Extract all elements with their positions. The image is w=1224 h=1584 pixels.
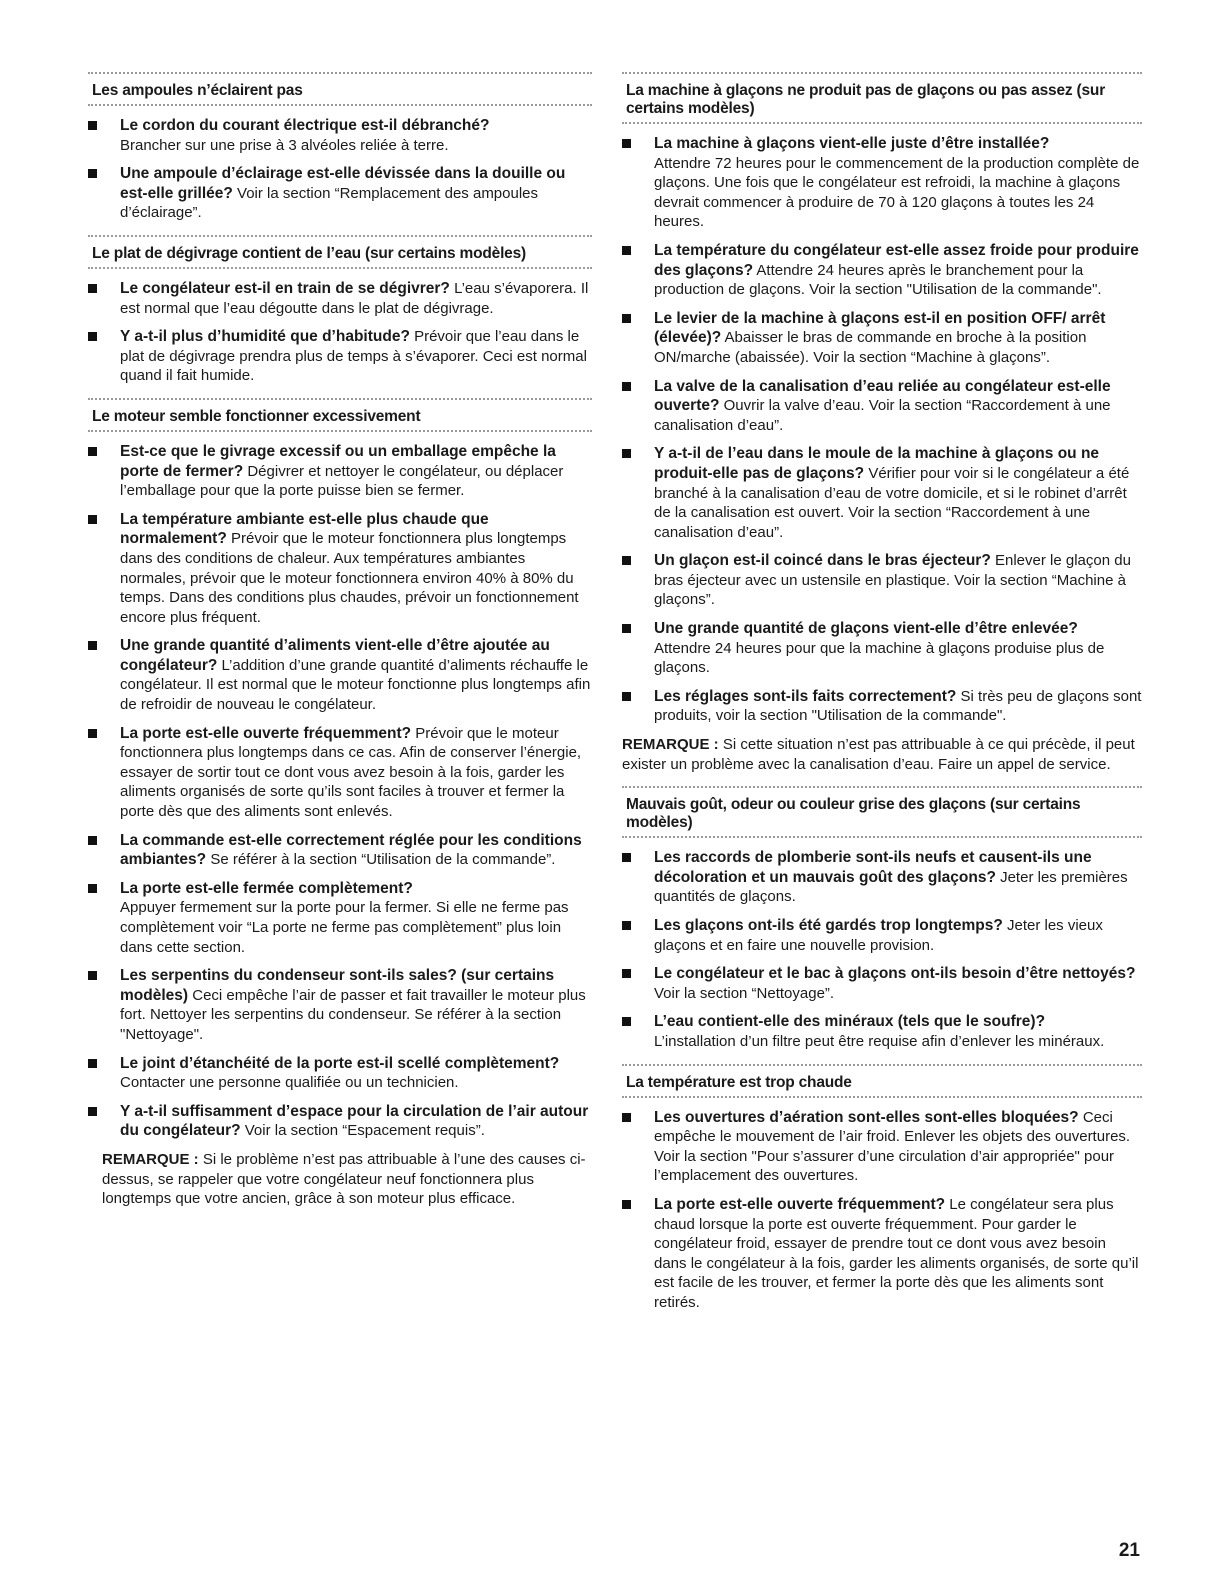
- item-question: Le cordon du courant électrique est-il débranché?: [120, 117, 490, 134]
- list-item: [622, 1195, 1142, 1313]
- item-answer: Voir la section “Nettoyage”.: [654, 984, 835, 1002]
- list-item: [88, 636, 592, 714]
- square-bullet-icon: [88, 169, 97, 178]
- item-question: Les réglages sont-ils faits correctement?: [654, 687, 957, 705]
- section-heading: Le plat de dégivrage contient de l’eau (sur certains modèles): [88, 235, 592, 269]
- item-question: L’eau contient-elle des minéraux (tels que le soufre)?: [654, 1013, 1046, 1031]
- item-answer: Jeter les vieux glaçons et en faire une nouvelle provision.: [654, 917, 1103, 954]
- item-list: [622, 848, 1142, 1051]
- list-item: [88, 327, 592, 386]
- item-question: Les ouvertures d’aération sont-elles sont-elles bloquées?: [654, 1108, 1079, 1126]
- square-bullet-icon: [622, 921, 631, 930]
- item-question: Y a-t-il suffisamment d’espace pour la circulation de l’air autour du congélateur?: [120, 1102, 589, 1140]
- item-answer: Jeter les premières quantités de glaçons.: [654, 868, 1128, 906]
- item-list: [622, 134, 1142, 726]
- note-text: Si cette situation n’est pas attribuable à ce qui précède, il peut exister un problème avec la canalisation d’eau. Faire un appel de service.: [622, 736, 1135, 773]
- section-heading: La température est trop chaude: [622, 1064, 1142, 1098]
- list-item: [622, 134, 1142, 232]
- square-bullet-icon: [622, 556, 631, 565]
- list-item: [88, 442, 592, 501]
- item-answer: Voir la section “Remplacement des ampoules d’éclairage”.: [120, 184, 539, 222]
- item-answer: L’addition d’une grande quantité d’aliments réchauffe le congélateur. Il est normal que le moteur fonctionne plus longtemps afin de refroidir de nouveau le congélateur.: [120, 656, 591, 714]
- square-bullet-icon: [88, 836, 97, 845]
- list-item: [622, 848, 1142, 907]
- item-answer: Vérifier pour voir si le congélateur a été branché à la canalisation d’eau de votre domicile, et si le robinet d’arrêt de la canalisation est ouvert. Voir la section “Raccordement à une canalisation d’eau”.: [654, 464, 1130, 541]
- list-item: [622, 241, 1142, 300]
- list-item: [622, 964, 1142, 1003]
- square-bullet-icon: [88, 971, 97, 980]
- item-question: Y a-t-il de l’eau dans le moule de la machine à glaçons ou ne produit-elle pas de glaçons?: [654, 445, 1100, 482]
- square-bullet-icon: [622, 314, 631, 323]
- item-question: La porte est-elle ouverte fréquemment?: [654, 1195, 946, 1213]
- list-item: [622, 619, 1142, 678]
- list-item: [622, 687, 1142, 726]
- page-number: 21: [1118, 1540, 1140, 1561]
- square-bullet-icon: [88, 1107, 97, 1116]
- item-question: Les raccords de plomberie sont-ils neufs et causent-ils une décoloration et un mauvais goût des glaçons?: [654, 849, 1092, 886]
- square-bullet-icon: [622, 1200, 631, 1209]
- list-item: [88, 510, 592, 628]
- list-item: [622, 1108, 1142, 1186]
- item-answer: Attendre 24 heures pour que la machine à glaçons produise plus de glaçons.: [654, 639, 1105, 677]
- item-question: La machine à glaçons vient-elle juste d’être installée?: [654, 135, 1050, 152]
- list-item: [88, 116, 592, 155]
- item-question: Une grande quantité de glaçons vient-elle d’être enlevée?: [654, 620, 1078, 638]
- list-item: [88, 164, 592, 223]
- list-item: [622, 309, 1142, 368]
- item-answer: Prévoir que l’eau dans le plat de dégivrage prendra plus de temps à s’évaporer. Ceci est normal quand il fait humide.: [120, 328, 587, 385]
- section-heading: Le moteur semble fonctionner excessivement: [88, 398, 592, 432]
- list-item: [622, 377, 1142, 436]
- square-bullet-icon: [622, 449, 631, 458]
- item-question: La porte est-elle ouverte fréquemment?: [120, 724, 412, 742]
- list-item: [622, 1012, 1142, 1051]
- left-column: [88, 72, 592, 1221]
- item-question: La température du congélateur est-elle assez froide pour produire des glaçons?: [654, 241, 1139, 279]
- item-question: Les serpentins du condenseur sont-ils sales? (sur certains modèles): [120, 967, 555, 1004]
- note-label: REMARQUE :: [102, 1150, 199, 1168]
- item-answer: Ouvrir la valve d’eau. Voir la section “Raccordement à une canalisation d’eau”.: [654, 397, 1111, 434]
- list-item: [622, 916, 1142, 955]
- list-item: [88, 879, 592, 957]
- item-answer: Appuyer fermement sur la porte pour la fermer. Si elle ne ferme pas complètement voir “La porte ne ferme pas complètement” plus loin dans cette section.: [120, 899, 569, 956]
- list-item: [88, 1102, 592, 1141]
- item-answer: Dégivrer et nettoyer le congélateur, ou déplacer l’emballage pour que la porte puisse bien se fermer.: [120, 462, 564, 500]
- item-question: La température ambiante est-elle plus chaude que normalement?: [120, 510, 489, 548]
- item-question: La commande est-elle correctement réglée pour les conditions ambiantes?: [120, 831, 582, 869]
- square-bullet-icon: [622, 1017, 631, 1026]
- item-question: La porte est-elle fermée complètement?: [120, 879, 413, 897]
- list-item: [88, 1054, 592, 1093]
- square-bullet-icon: [622, 382, 631, 391]
- item-answer: Si très peu de glaçons sont produits, voir la section "Utilisation de la commande".: [654, 687, 1142, 725]
- square-bullet-icon: [88, 515, 97, 524]
- item-answer: L’installation d’un filtre peut être requise afin d’enlever les minéraux.: [654, 1032, 1105, 1050]
- item-question: La valve de la canalisation d’eau reliée au congélateur est-elle ouverte?: [654, 377, 1111, 415]
- square-bullet-icon: [88, 284, 97, 293]
- item-answer: Ceci empêche l’air de passer et fait travailler le moteur plus fort. Nettoyer les serpentins du condenseur. Se référer à la section "Nettoyage".: [120, 986, 586, 1043]
- item-list: [88, 442, 592, 1141]
- list-item: [88, 966, 592, 1044]
- list-item: [622, 444, 1142, 542]
- item-question: Le levier de la machine à glaçons est-il en position OFF/ arrêt (élevée)?: [654, 309, 1106, 347]
- item-answer: Prévoir que le moteur fonctionnera plus longtemps dans ce cas. Afin de conserver l’énergie, essayer de sortir tout ce dont vous avez besoin à la fois, garder les aliments organisés de sorte qu’ils sont faciles à trouver et fermer la porte dès que des aliments sont enlevés.: [120, 724, 582, 821]
- square-bullet-icon: [88, 884, 97, 893]
- item-answer: Ceci empêche le mouvement de l’air froid. Enlever les objets des ouvertures. Voir la section "Pour s’assurer d’une circulation d’air appropriée" pour l’emplacement des ouvertures.: [654, 1108, 1131, 1185]
- square-bullet-icon: [622, 246, 631, 255]
- list-item: [622, 551, 1142, 610]
- item-question: Y a-t-il plus d’humidité que d’habitude?: [120, 328, 410, 346]
- square-bullet-icon: [622, 624, 631, 633]
- square-bullet-icon: [622, 1113, 631, 1122]
- item-answer: Se référer à la section “Utilisation de la commande”.: [210, 851, 556, 869]
- note: [622, 735, 1142, 774]
- section-defrost-pan: [88, 235, 592, 386]
- item-answer: Contacter une personne qualifiée ou un technicien.: [120, 1074, 459, 1092]
- item-question: Une ampoule d’éclairage est-elle dévissée dans la douille ou est-elle grillée?: [120, 165, 566, 202]
- square-bullet-icon: [88, 447, 97, 456]
- square-bullet-icon: [88, 1059, 97, 1068]
- square-bullet-icon: [88, 641, 97, 650]
- item-answer: Attendre 72 heures pour le commencement de la production complète de glaçons. Une fois que le congélateur est refroidi, la machine à glaçons devrait commencer à produire de 70 à 120 glaçons à toutes les 24 heures.: [654, 154, 1140, 231]
- item-answer: L’eau s’évaporera. Il est normal que l’eau dégoutte dans le plat de dégivrage.: [120, 279, 589, 317]
- right-column: [622, 72, 1142, 1325]
- section-ice-maker: [622, 72, 1142, 774]
- square-bullet-icon: [88, 729, 97, 738]
- square-bullet-icon: [622, 692, 631, 701]
- item-answer: Enlever le glaçon du bras éjecteur avec un ustensile en plastique. Voir la section “Machine à glaçons”.: [654, 552, 1131, 609]
- item-answer: Prévoir que le moteur fonctionnera plus longtemps dans des conditions de chaleur. Aux températures ambiantes normales, prévoir que le moteur fonctionnera environ 40% à 80% du temps. Dans des conditions plus chaudes, prévoir un fonctionnement encore plus fréquent.: [120, 530, 579, 626]
- item-question: Un glaçon est-il coincé dans le bras éjecteur?: [654, 552, 991, 570]
- section-heading: Mauvais goût, odeur ou couleur grise des glaçons (sur certains modèles): [622, 786, 1142, 838]
- section-too-warm: [622, 1064, 1142, 1313]
- list-item: [88, 724, 592, 822]
- item-answer: Voir la section “Espacement requis”.: [244, 1122, 485, 1140]
- item-list: [622, 1108, 1142, 1313]
- item-list: [88, 116, 592, 223]
- item-question: Le joint d’étanchéité de la porte est-il scellé complètement?: [120, 1054, 560, 1072]
- item-list: [88, 279, 592, 386]
- item-answer: Le congélateur sera plus chaud lorsque la porte est ouverte fréquemment. Pour garder le congélateur froid, essayer de prendre tout ce dont vous avez besoin dans le congélateur à la fois, garder les aliments organisés, de sorte qu’il est facile de les trouver, et fermer la porte dès que les aliments sont retirés.: [654, 1195, 1139, 1311]
- item-answer: Abaisser le bras de commande en broche à la position ON/marche (abaissée). Voir la section “Machine à glaçons”.: [654, 329, 1087, 366]
- item-answer: Brancher sur une prise à 3 alvéoles reliée à terre.: [120, 136, 449, 154]
- section-heading: La machine à glaçons ne produit pas de glaçons ou pas assez (sur certains modèles): [622, 72, 1142, 124]
- section-ice-taste: [622, 786, 1142, 1051]
- note-label: REMARQUE :: [622, 736, 719, 754]
- section-heading: Les ampoules n’éclairent pas: [88, 72, 592, 106]
- item-question: Le congélateur est-il en train de se dégivrer?: [120, 279, 450, 297]
- note: [88, 1150, 592, 1209]
- square-bullet-icon: [622, 139, 631, 148]
- square-bullet-icon: [622, 853, 631, 862]
- square-bullet-icon: [88, 121, 97, 130]
- list-item: [88, 831, 592, 870]
- item-question: Le congélateur et le bac à glaçons ont-ils besoin d’être nettoyés?: [654, 965, 1136, 983]
- item-question: Une grande quantité d’aliments vient-elle d’être ajoutée au congélateur?: [120, 637, 550, 674]
- square-bullet-icon: [88, 332, 97, 341]
- square-bullet-icon: [622, 969, 631, 978]
- list-item: [88, 279, 592, 318]
- section-bulbs: [88, 72, 592, 223]
- item-answer: Attendre 24 heures après le branchement pour la production de glaçons. Voir la section "Utilisation de la commande".: [654, 261, 1102, 299]
- section-motor: [88, 398, 592, 1209]
- note-text: Si le problème n’est pas attribuable à l’une des causes ci-dessus, se rappeler que votre congélateur neuf fonctionnera plus longtemps que votre ancien, grâce à son moteur plus efficace.: [102, 1150, 586, 1208]
- item-question: Les glaçons ont-ils été gardés trop longtemps?: [654, 917, 1003, 934]
- item-question: Est-ce que le givrage excessif ou un emballage empêche la porte de fermer?: [120, 442, 556, 480]
